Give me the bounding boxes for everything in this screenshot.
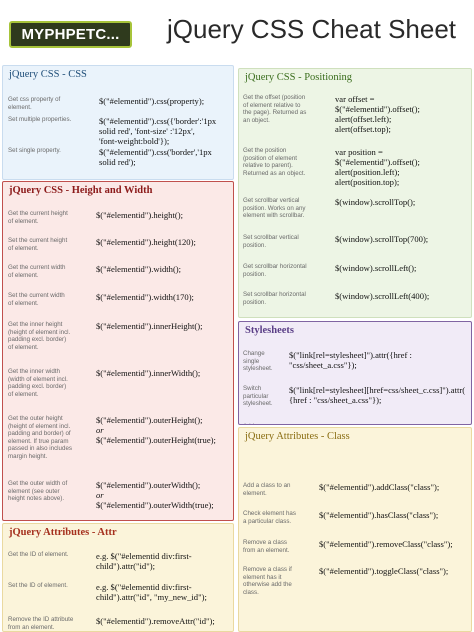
- code-line: var position =: [335, 147, 383, 157]
- section-header: jQuery CSS - Height and Width: [9, 185, 153, 196]
- description-line: Set the current height: [8, 237, 68, 244]
- code-line: e.g. $("#elementid div:first-: [96, 551, 192, 561]
- description-line: passed in also includes: [8, 445, 72, 453]
- description-line: padding excl. border): [8, 336, 67, 344]
- entry-code: [96, 616, 215, 626]
- description-line: Get the inner width: [8, 368, 60, 375]
- description-line: a particular class.: [243, 517, 292, 525]
- code-line: $("#elementid").outerWidth();: [96, 480, 201, 490]
- entry-code: [99, 116, 216, 146]
- code-line: var offset =: [335, 94, 375, 104]
- entry-code: [96, 292, 194, 302]
- entry-description: [8, 210, 96, 225]
- entry-description: [243, 539, 313, 554]
- entry-code: [96, 582, 207, 602]
- description-line: Set multiple properties.: [8, 116, 72, 123]
- description-line: Get scrollbar vertical: [243, 197, 300, 204]
- code-line: $("#elementid").css({'border':'1px: [99, 116, 217, 126]
- code-line: [289, 423, 437, 425]
- description-line: Set single property.: [8, 147, 61, 154]
- description-line: stylesheet.: [243, 365, 273, 373]
- entry-code: [335, 234, 428, 244]
- description-line: padding and border) of: [8, 430, 71, 438]
- description-line: Set scrollbar vertical: [243, 234, 299, 241]
- entry-description: [8, 415, 96, 461]
- code-line: solid red');: [99, 157, 136, 167]
- entry-description: [8, 551, 96, 559]
- entry-code: [335, 94, 420, 134]
- code-line: $("#elementid").addClass("class");: [319, 482, 440, 492]
- description-line: Get the ID of element.: [8, 551, 69, 558]
- entry-code: [335, 291, 429, 301]
- description-line: Get scrollbar horizontal: [243, 263, 307, 270]
- code-line: $("#elementid").css('border','1px: [99, 147, 212, 157]
- description-line: Remove a class if: [243, 566, 292, 573]
- entry-description: [243, 197, 331, 220]
- entry-code: [319, 510, 438, 520]
- entry-code: [96, 237, 196, 247]
- entry-description: [8, 237, 96, 252]
- page-title: jQuery CSS Cheat Sheet: [167, 14, 457, 44]
- entry-code: [99, 96, 204, 106]
- entry-description: [8, 116, 98, 124]
- description-line: Get the outer height: [8, 415, 63, 422]
- description-line: stylesheet.: [243, 400, 273, 408]
- description-line: Get the current height: [8, 210, 68, 217]
- entry-description: [243, 94, 331, 124]
- description-line: Remove the ID attribute: [8, 616, 74, 623]
- description-line: class.: [243, 588, 259, 596]
- entry-code: [96, 480, 214, 510]
- entry-code: [319, 482, 439, 492]
- description-line: element.: [243, 489, 267, 497]
- description-line: [243, 423, 283, 425]
- description-line: of element relative to: [243, 101, 301, 109]
- code-or: or: [96, 425, 104, 435]
- description-line: Change: [243, 350, 265, 357]
- entry-code: [335, 263, 416, 273]
- code-line: $(window).scrollLeft();: [335, 263, 417, 273]
- code-line: $("#elementid").offset();: [335, 104, 420, 114]
- description-line: Set the current width: [8, 292, 65, 299]
- description-line: margin height.: [8, 452, 48, 460]
- entry-description: [243, 385, 283, 408]
- description-line: Add a class to an: [243, 482, 291, 489]
- entry-description: [243, 350, 283, 373]
- section-stylesheets: [238, 321, 472, 425]
- entry-description: [8, 147, 98, 155]
- description-line: Get the current width: [8, 264, 66, 271]
- code-line: $("#elementid").outerHeight(true);: [96, 435, 216, 445]
- description-line: Remove a class: [243, 539, 288, 546]
- description-line: Set the ID of element.: [8, 582, 68, 589]
- code-line: $("#elementid").width(170);: [96, 292, 194, 302]
- code-line: $("#elementid").offset();: [335, 157, 420, 167]
- logo-text: MYPHPETC...: [21, 26, 120, 43]
- entry-description: [8, 480, 96, 503]
- entry-description: [8, 368, 96, 398]
- description-line: the page). Returned as: [243, 109, 307, 117]
- code-line: $("link[rel=stylesheet][href=css/sheet_c.css]").attr(: [289, 385, 466, 395]
- description-line: (position of element: [243, 154, 297, 162]
- description-line: Get the outer width of: [8, 480, 68, 487]
- code-line: $("#elementid").outerWidth(true);: [96, 500, 214, 510]
- description-line: of element.: [8, 390, 39, 398]
- entry-description: [243, 482, 313, 497]
- logo: [9, 21, 132, 48]
- description-line: position.: [243, 241, 267, 249]
- description-line: element.: [8, 103, 32, 111]
- entry-code: [96, 321, 203, 331]
- entry-description: [243, 510, 313, 525]
- code-line: $("#elementid").css(property);: [99, 96, 205, 106]
- description-line: element (see outer: [8, 487, 60, 495]
- section-header: jQuery CSS - Positioning: [245, 72, 353, 83]
- entry-code: [96, 264, 181, 274]
- description-line: (height of element incl.: [8, 422, 71, 430]
- entry-description: [8, 616, 96, 631]
- section-class: [238, 427, 472, 632]
- description-line: padding excl. border): [8, 383, 67, 391]
- section-header: jQuery Attributes - Attr: [9, 527, 117, 538]
- description-line: of element.: [8, 244, 39, 252]
- code-line: alert(position.top);: [335, 177, 400, 187]
- code-line: 'font-weight:bold'});: [99, 136, 170, 146]
- entry-code: [319, 539, 453, 549]
- code-line: solid red', 'font-size' :'12px',: [99, 126, 195, 136]
- code-line: child").attr("id", "my_new_id");: [96, 592, 207, 602]
- description-line: from an element.: [243, 546, 290, 554]
- code-line: $("#elementid").height(120);: [96, 237, 196, 247]
- code-line: "css/sheet_a.css"});: [289, 360, 357, 370]
- entry-description: [243, 291, 331, 306]
- code-line: $("link[rel=stylesheet]").attr({href :: [289, 350, 412, 360]
- section-header: jQuery CSS - CSS: [9, 69, 87, 80]
- description-line: Get the position: [243, 147, 287, 154]
- description-line: relative to parent).: [243, 162, 293, 170]
- code-line: $(window).scrollTop();: [335, 197, 416, 207]
- description-line: of element.: [8, 271, 39, 279]
- description-line: of element.: [8, 299, 39, 307]
- code-line: $("#elementid").removeClass("class");: [319, 539, 453, 549]
- code-line: $(window).scrollTop(700);: [335, 234, 429, 244]
- code-line: alert(offset.top);: [335, 124, 391, 134]
- description-line: position. Works on any: [243, 204, 306, 212]
- entry-description: [8, 264, 96, 279]
- description-line: Switch: [243, 385, 262, 392]
- entry-code: [96, 415, 216, 445]
- description-line: element with scrollbar.: [243, 212, 305, 220]
- code-line: child").attr("id");: [96, 561, 155, 571]
- code-line: $("#elementid").removeAttr("id");: [96, 616, 215, 626]
- code-line: $("#elementid").width();: [96, 264, 182, 274]
- code-line: alert(offset.left);: [335, 114, 392, 124]
- entry-code: [289, 423, 437, 425]
- entry-code: [289, 385, 465, 405]
- code-line: e.g. $("#elementid div:first-: [96, 582, 192, 592]
- section-css: [2, 65, 234, 180]
- section-attr: [2, 523, 234, 632]
- section-height-width: [2, 181, 234, 521]
- description-line: particular: [243, 392, 269, 400]
- entry-description: [243, 566, 313, 596]
- entry-description: [243, 423, 283, 425]
- description-line: position.: [243, 298, 267, 306]
- description-line: otherwise add the: [243, 581, 292, 589]
- description-line: an object.: [243, 116, 270, 124]
- entry-description: [8, 582, 96, 590]
- entry-code: [335, 197, 415, 207]
- description-line: height notes above).: [8, 495, 65, 503]
- code-line: $("#elementid").innerWidth();: [96, 368, 201, 378]
- description-line: Get css property of: [8, 96, 61, 103]
- description-line: of element.: [8, 217, 39, 225]
- entry-code: [96, 210, 183, 220]
- entry-code: [319, 566, 448, 576]
- code-line: $("#elementid").height();: [96, 210, 183, 220]
- code-line: $("#elementid").outerHeight();: [96, 415, 203, 425]
- description-line: Set scrollbar horizontal: [243, 291, 306, 298]
- description-line: Returned as an object.: [243, 169, 306, 177]
- code-line: {href : "css/sheet_a.css"});: [289, 395, 382, 405]
- description-line: Get the offset (position: [243, 94, 306, 101]
- description-line: element has it: [243, 573, 282, 581]
- code-line: $(window).scrollLeft(400);: [335, 291, 430, 301]
- entry-description: [243, 147, 331, 177]
- description-line: element. If true param: [8, 437, 69, 445]
- description-line: single: [243, 357, 260, 365]
- description-line: from an element.: [8, 623, 55, 631]
- entry-description: [8, 96, 98, 111]
- entry-description: [243, 263, 331, 278]
- section-header: Stylesheets: [245, 325, 294, 336]
- code-line: alert(position.left);: [335, 167, 400, 177]
- description-line: position.: [243, 270, 267, 278]
- description-line: Get the inner height: [8, 321, 63, 328]
- entry-description: [8, 321, 96, 351]
- entry-code: [99, 147, 212, 167]
- code-or: or: [96, 490, 104, 500]
- entry-code: [96, 551, 192, 571]
- description-line: (width of element incl.: [8, 375, 68, 383]
- description-line: of element.: [8, 343, 39, 351]
- section-header: jQuery Attributes - Class: [245, 431, 350, 442]
- code-line: $("#elementid").hasClass("class");: [319, 510, 439, 520]
- entry-code: [335, 147, 420, 187]
- code-line: $("#elementid").innerHeight();: [96, 321, 203, 331]
- description-line: (height of element incl.: [8, 328, 71, 336]
- entry-description: [8, 292, 96, 307]
- entry-code: [289, 350, 412, 370]
- description-line: Check element has: [243, 510, 296, 517]
- entry-code: [96, 368, 200, 378]
- section-positioning: [238, 68, 472, 318]
- entry-description: [243, 234, 331, 249]
- code-line: $("#elementid").toggleClass("class");: [319, 566, 449, 576]
